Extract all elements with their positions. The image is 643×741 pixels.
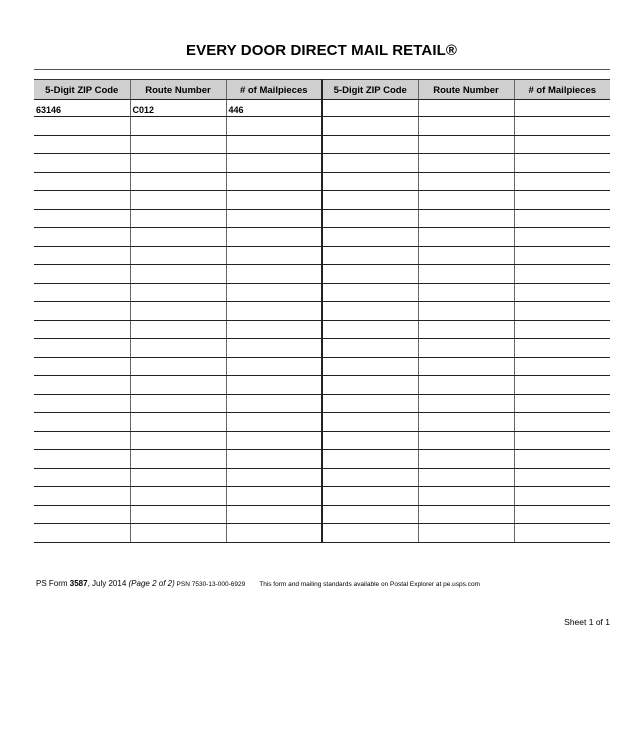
cell-zip-code[interactable]: [322, 450, 418, 469]
cell-zip-code[interactable]: [322, 487, 418, 506]
cell-route-number[interactable]: [130, 394, 226, 413]
cell-zip-code[interactable]: [34, 209, 130, 228]
table-row: [34, 302, 610, 321]
cell-zip-code[interactable]: [34, 246, 130, 265]
cell-zip-code[interactable]: [322, 320, 418, 339]
cell-route-number[interactable]: [130, 357, 226, 376]
cell-route-number[interactable]: [418, 339, 514, 358]
cell-route-number[interactable]: C012: [130, 100, 226, 117]
cell-mailpieces[interactable]: [514, 487, 610, 506]
cell-mailpieces[interactable]: [514, 135, 610, 154]
cell-zip-code[interactable]: [34, 302, 130, 321]
cell-route-number[interactable]: [130, 191, 226, 210]
cell-mailpieces[interactable]: [226, 431, 322, 450]
cell-route-number[interactable]: [418, 209, 514, 228]
cell-route-number[interactable]: [418, 357, 514, 376]
cell-zip-code[interactable]: [322, 339, 418, 358]
cell-zip-code[interactable]: [34, 228, 130, 247]
table-row: [34, 246, 610, 265]
table-row: [34, 191, 610, 210]
cell-zip-code[interactable]: [322, 135, 418, 154]
cell-mailpieces[interactable]: [514, 376, 610, 395]
table-row: [34, 320, 610, 339]
form-prefix: PS Form: [36, 579, 70, 588]
cell-route-number[interactable]: [130, 302, 226, 321]
cell-zip-code[interactable]: [322, 524, 418, 543]
availability-note: This form and mailing standards available on Postal Explorer at pe.usps.com: [259, 581, 480, 588]
cell-mailpieces[interactable]: [226, 505, 322, 524]
cell-zip-code[interactable]: [322, 376, 418, 395]
cell-route-number[interactable]: [130, 265, 226, 284]
cell-zip-code[interactable]: 63146: [34, 100, 130, 117]
cell-mailpieces[interactable]: [226, 209, 322, 228]
cell-zip-code[interactable]: [34, 524, 130, 543]
cell-mailpieces[interactable]: 446: [226, 100, 322, 117]
table-row: [34, 394, 610, 413]
table-row: [34, 450, 610, 469]
sheet-number: Sheet 1 of 1: [564, 617, 610, 627]
table-row: [34, 357, 610, 376]
header-row: [34, 80, 610, 100]
cell-route-number[interactable]: [130, 431, 226, 450]
cell-zip-code[interactable]: [34, 450, 130, 469]
cell-mailpieces[interactable]: [514, 431, 610, 450]
cell-mailpieces[interactable]: [226, 339, 322, 358]
cell-mailpieces[interactable]: [514, 413, 610, 432]
cell-route-number[interactable]: [418, 246, 514, 265]
cell-zip-code[interactable]: [34, 172, 130, 191]
cell-zip-code[interactable]: [34, 135, 130, 154]
cell-mailpieces[interactable]: [226, 524, 322, 543]
table-body: [34, 100, 610, 543]
cell-zip-code[interactable]: [34, 431, 130, 450]
cell-zip-code[interactable]: [34, 413, 130, 432]
cell-route-number[interactable]: [418, 228, 514, 247]
table-row: [34, 339, 610, 358]
cell-mailpieces[interactable]: [226, 302, 322, 321]
psn-number: PSN 7530-13-000-6929: [174, 581, 246, 588]
cell-route-number[interactable]: [130, 154, 226, 173]
cell-mailpieces[interactable]: [514, 209, 610, 228]
cell-route-number[interactable]: [418, 320, 514, 339]
cell-route-number[interactable]: [418, 172, 514, 191]
cell-mailpieces[interactable]: [514, 246, 610, 265]
form-title: EVERY DOOR DIRECT MAIL RETAIL®: [185, 42, 457, 59]
cell-zip-code[interactable]: [34, 487, 130, 506]
cell-zip-code[interactable]: [322, 246, 418, 265]
cell-mailpieces[interactable]: [514, 265, 610, 284]
cell-route-number[interactable]: [418, 283, 514, 302]
cell-mailpieces[interactable]: [226, 228, 322, 247]
cell-zip-code[interactable]: [34, 505, 130, 524]
cell-mailpieces[interactable]: [226, 246, 322, 265]
cell-mailpieces[interactable]: [226, 283, 322, 302]
cell-zip-code[interactable]: [34, 283, 130, 302]
cell-mailpieces[interactable]: [226, 487, 322, 506]
col-mailpieces-2: # of Mailpieces: [514, 80, 610, 100]
table-row: [34, 283, 610, 302]
cell-route-number[interactable]: [130, 209, 226, 228]
cell-zip-code[interactable]: [322, 117, 418, 136]
table-row: [34, 524, 610, 543]
cell-route-number[interactable]: [130, 413, 226, 432]
table-row: [34, 376, 610, 395]
cell-zip-code[interactable]: [34, 339, 130, 358]
col-zip-code-1: 5-Digit ZIP Code: [34, 80, 130, 100]
cell-mailpieces[interactable]: [226, 468, 322, 487]
table-row: [34, 228, 610, 247]
cell-zip-code[interactable]: [34, 394, 130, 413]
cell-zip-code[interactable]: [322, 154, 418, 173]
cell-zip-code[interactable]: [322, 191, 418, 210]
table-row: [34, 487, 610, 506]
cell-zip-code[interactable]: [322, 172, 418, 191]
cell-mailpieces[interactable]: [514, 154, 610, 173]
cell-route-number[interactable]: [130, 524, 226, 543]
table-row: [34, 431, 610, 450]
cell-zip-code[interactable]: [322, 431, 418, 450]
cell-route-number[interactable]: [130, 320, 226, 339]
cell-mailpieces[interactable]: [514, 357, 610, 376]
cell-mailpieces[interactable]: [514, 505, 610, 524]
cell-zip-code[interactable]: [322, 394, 418, 413]
cell-route-number[interactable]: [130, 339, 226, 358]
cell-zip-code[interactable]: [34, 357, 130, 376]
cell-zip-code[interactable]: [322, 302, 418, 321]
cell-route-number[interactable]: [130, 468, 226, 487]
table-row: [34, 505, 610, 524]
cell-zip-code[interactable]: [34, 265, 130, 284]
cell-zip-code[interactable]: [322, 505, 418, 524]
cell-mailpieces[interactable]: [226, 376, 322, 395]
col-route-number-1: Route Number: [130, 80, 226, 100]
cell-route-number[interactable]: [418, 413, 514, 432]
cell-route-number[interactable]: [130, 228, 226, 247]
cell-mailpieces[interactable]: [226, 450, 322, 469]
cell-zip-code[interactable]: [322, 265, 418, 284]
col-mailpieces-1: # of Mailpieces: [226, 80, 322, 100]
cell-mailpieces[interactable]: [514, 172, 610, 191]
cell-zip-code[interactable]: [34, 191, 130, 210]
table-row: [34, 100, 610, 117]
cell-zip-code[interactable]: [322, 357, 418, 376]
cell-mailpieces[interactable]: [514, 468, 610, 487]
cell-route-number[interactable]: [418, 505, 514, 524]
cell-mailpieces[interactable]: [514, 320, 610, 339]
cell-mailpieces[interactable]: [514, 339, 610, 358]
table-row: [34, 117, 610, 136]
cell-mailpieces[interactable]: [226, 172, 322, 191]
cell-mailpieces[interactable]: [226, 394, 322, 413]
cell-route-number[interactable]: [130, 450, 226, 469]
cell-mailpieces[interactable]: [226, 357, 322, 376]
page-info: (Page 2 of 2): [128, 579, 175, 588]
form-number: 3587: [69, 579, 88, 588]
cell-zip-code[interactable]: [34, 154, 130, 173]
cell-mailpieces[interactable]: [226, 265, 322, 284]
table-row: [34, 468, 610, 487]
cell-route-number[interactable]: [418, 450, 514, 469]
cell-route-number[interactable]: [418, 487, 514, 506]
cell-route-number[interactable]: [418, 117, 514, 136]
cell-zip-code[interactable]: [34, 468, 130, 487]
cell-route-number[interactable]: [418, 524, 514, 543]
cell-route-number[interactable]: [418, 394, 514, 413]
cell-zip-code[interactable]: [34, 376, 130, 395]
cell-route-number[interactable]: [130, 487, 226, 506]
table-row: [34, 154, 610, 173]
cell-zip-code[interactable]: [34, 320, 130, 339]
cell-mailpieces[interactable]: [514, 100, 610, 117]
cell-route-number[interactable]: [130, 283, 226, 302]
cell-zip-code[interactable]: [322, 228, 418, 247]
cell-route-number[interactable]: [418, 135, 514, 154]
table-row: [34, 265, 610, 284]
cell-route-number[interactable]: [130, 246, 226, 265]
col-route-number-2: Route Number: [418, 80, 514, 100]
cell-route-number[interactable]: [130, 117, 226, 136]
cell-route-number[interactable]: [418, 100, 514, 117]
table-row: [34, 413, 610, 432]
cell-mailpieces[interactable]: [226, 320, 322, 339]
cell-mailpieces[interactable]: [514, 191, 610, 210]
cell-route-number[interactable]: [418, 376, 514, 395]
cell-route-number[interactable]: [418, 302, 514, 321]
cell-route-number[interactable]: [130, 172, 226, 191]
table-row: [34, 172, 610, 191]
form-date: , July 2014: [87, 579, 129, 588]
cell-route-number[interactable]: [130, 505, 226, 524]
cell-route-number[interactable]: [418, 154, 514, 173]
cell-zip-code[interactable]: [322, 283, 418, 302]
cell-route-number[interactable]: [130, 135, 226, 154]
cell-mailpieces[interactable]: [514, 117, 610, 136]
table-row: [34, 135, 610, 154]
cell-mailpieces[interactable]: [514, 524, 610, 543]
cell-zip-code[interactable]: [322, 100, 418, 117]
table-row: [34, 209, 610, 228]
cell-mailpieces[interactable]: [514, 228, 610, 247]
cell-mailpieces[interactable]: [514, 450, 610, 469]
cell-route-number[interactable]: [418, 265, 514, 284]
col-zip-code-2: 5-Digit ZIP Code: [322, 80, 418, 100]
cell-mailpieces[interactable]: [514, 394, 610, 413]
form-footer: [36, 579, 480, 588]
cell-route-number[interactable]: [418, 468, 514, 487]
cell-mailpieces[interactable]: [514, 302, 610, 321]
mailing-table: [34, 79, 610, 543]
cell-zip-code[interactable]: [34, 117, 130, 136]
cell-mailpieces[interactable]: [226, 154, 322, 173]
cell-mailpieces[interactable]: [226, 117, 322, 136]
cell-route-number[interactable]: [130, 376, 226, 395]
cell-route-number[interactable]: [418, 191, 514, 210]
cell-mailpieces[interactable]: [514, 283, 610, 302]
cell-zip-code[interactable]: [322, 413, 418, 432]
cell-mailpieces[interactable]: [226, 191, 322, 210]
cell-mailpieces[interactable]: [226, 135, 322, 154]
cell-mailpieces[interactable]: [226, 413, 322, 432]
cell-route-number[interactable]: [418, 431, 514, 450]
title-divider: [34, 69, 610, 70]
cell-zip-code[interactable]: [322, 209, 418, 228]
cell-zip-code[interactable]: [322, 468, 418, 487]
